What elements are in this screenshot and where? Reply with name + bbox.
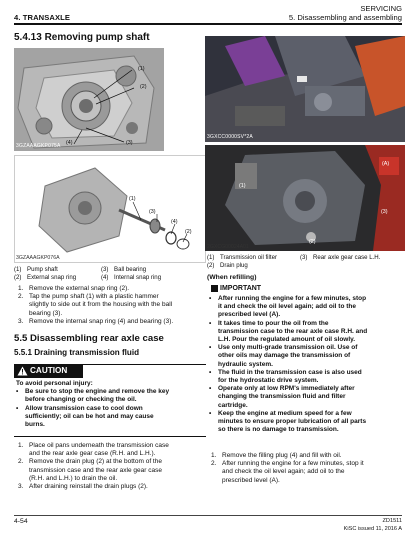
callout-3: (3): [149, 209, 156, 215]
photo-transmission-case: [205, 145, 405, 251]
page-number: 4-54: [14, 518, 28, 525]
callout-4: (4): [66, 140, 73, 146]
important-bullet: • After running the engine for a few minutes, stop it and check the oil level again; add oil to the prescribed level (A).: [209, 295, 367, 319]
heading-draining: 5.5.1 Draining transmission fluid: [14, 348, 140, 357]
photo-tag: 2GXCG00024A01: [207, 244, 249, 250]
header-category: SERVICING: [360, 4, 402, 13]
caution-text: To avoid personal injury: • Be sure to stop the engine and remove the key before changing or checking the oil. • Allow transmission case to cool down sufficiently; oil can be hot and may cause burns.: [16, 380, 206, 429]
doc-code: ZD1511: [382, 518, 402, 524]
photo-tag: 3GZAAAGKP075A: [16, 143, 61, 149]
callout-4: (4): [171, 219, 178, 225]
housing-photo-drawing: [14, 48, 164, 151]
photo-pump-shaft-parts: [14, 155, 206, 263]
callout-1: (1): [138, 66, 145, 72]
transmission-photo-drawing: [205, 145, 405, 251]
header-chapter: 4. TRANSAXLE: [14, 13, 71, 22]
step-item: 2. Remove the drain plug (2) at the bottom of the transmission case and the rear axle gear case (R.H. and L.H.) to drain the oil.: [18, 458, 162, 482]
callout-1: (1): [129, 196, 136, 202]
step-item: 3. After draining reinstall the drain plugs (2).: [18, 483, 148, 491]
step-item: 1. Place oil pans underneath the transmission case and the rear axle gear case (R.H. and L.H.).: [18, 442, 169, 458]
caution-label: CAUTION: [14, 364, 83, 378]
callout-2: (2): [185, 229, 192, 235]
important-bullet: • It takes time to pour the oil from the transmission case to the rear axle case R.H. and L.H. Pour the regulated amount of oil slowly.: [209, 319, 368, 344]
parts-photo-drawing: [15, 156, 205, 262]
header-rule: [14, 23, 402, 25]
step-item: 1. Remove the filling plug (4) and fill with oil.: [211, 452, 342, 459]
legend-left: (1) Pump shaft (3) Ball bearing (2) External snap ring (4) Internal snap ring: [14, 266, 162, 281]
heading-rear-axle: 5.5 Disassembling rear axle case: [14, 333, 164, 344]
important-bullets: [209, 295, 405, 434]
section-title: 5.4.13 Removing pump shaft: [14, 32, 150, 43]
warning-icon: [17, 366, 28, 376]
legend-right: (1) Transmission oil filter (3) Rear axle gear case L.H. (2) Drain plug: [207, 254, 381, 269]
caution-bullet: • Be sure to stop the engine and remove the key before changing or checking the oil.: [16, 388, 170, 404]
header-section: 5. Disassembling and assembling: [288, 13, 402, 22]
drain-steps: [18, 442, 208, 491]
refill-label: (When refilling): [207, 274, 257, 281]
important-label: IMPORTANT: [211, 285, 261, 292]
step-item: 1. Remove the external snap ring (2).: [18, 285, 130, 292]
important-bullet: • Keep the engine at medium speed for a few minutes to ensure proper lubrication of all parts so there is no damage to transmission.: [209, 409, 367, 434]
step-item: 2. After running the engine for a few minutes, stop it and check the oil level again; add oil to the prescribed level (A).: [211, 460, 364, 484]
callout-1: (1): [239, 183, 246, 189]
photo-tractor-underside: [205, 36, 405, 142]
callout-2: (2): [309, 239, 316, 245]
issue-date: KiSC issued 11, 2016 A: [343, 526, 402, 532]
callout-3: (3): [381, 209, 388, 215]
important-bullet: • Operate only at low RPM's immediately after changing the transmission fluid and filter cartridge.: [209, 385, 355, 409]
caution-bullet: • Allow transmission case to cool down sufficiently; oil can be hot and may cause burns.: [16, 404, 154, 429]
step-item: 3. Remove the internal snap ring (4) and bearing (3).: [18, 317, 174, 325]
photo-tag: 3GXCC0000SV*2A: [207, 134, 253, 140]
important-bullet: • Use only multi-grade transmission oil. Use of other oils may damage the transmission of hydraulic system.: [209, 344, 358, 368]
step-item: 2. Tap the pump shaft (1) with a plastic hammer slightly to side out it from the housing with the ball bearing (3).: [18, 293, 173, 317]
photo-pump-shaft-housing: [14, 48, 164, 151]
callout-2: (2): [140, 84, 147, 90]
refill-steps: [211, 452, 405, 485]
callout-3: (3): [126, 140, 133, 146]
important-square-icon: [211, 285, 218, 292]
pump-steps: [18, 285, 208, 326]
footer-rule: [14, 515, 402, 516]
photo-tag: 3GZAAAGKP076A: [16, 255, 60, 261]
important-bullet: • The fluid in the transmission case is also used for the hydrostatic drive system.: [209, 368, 362, 385]
callout-a: (A): [382, 161, 390, 167]
underside-photo-drawing: [205, 36, 405, 142]
